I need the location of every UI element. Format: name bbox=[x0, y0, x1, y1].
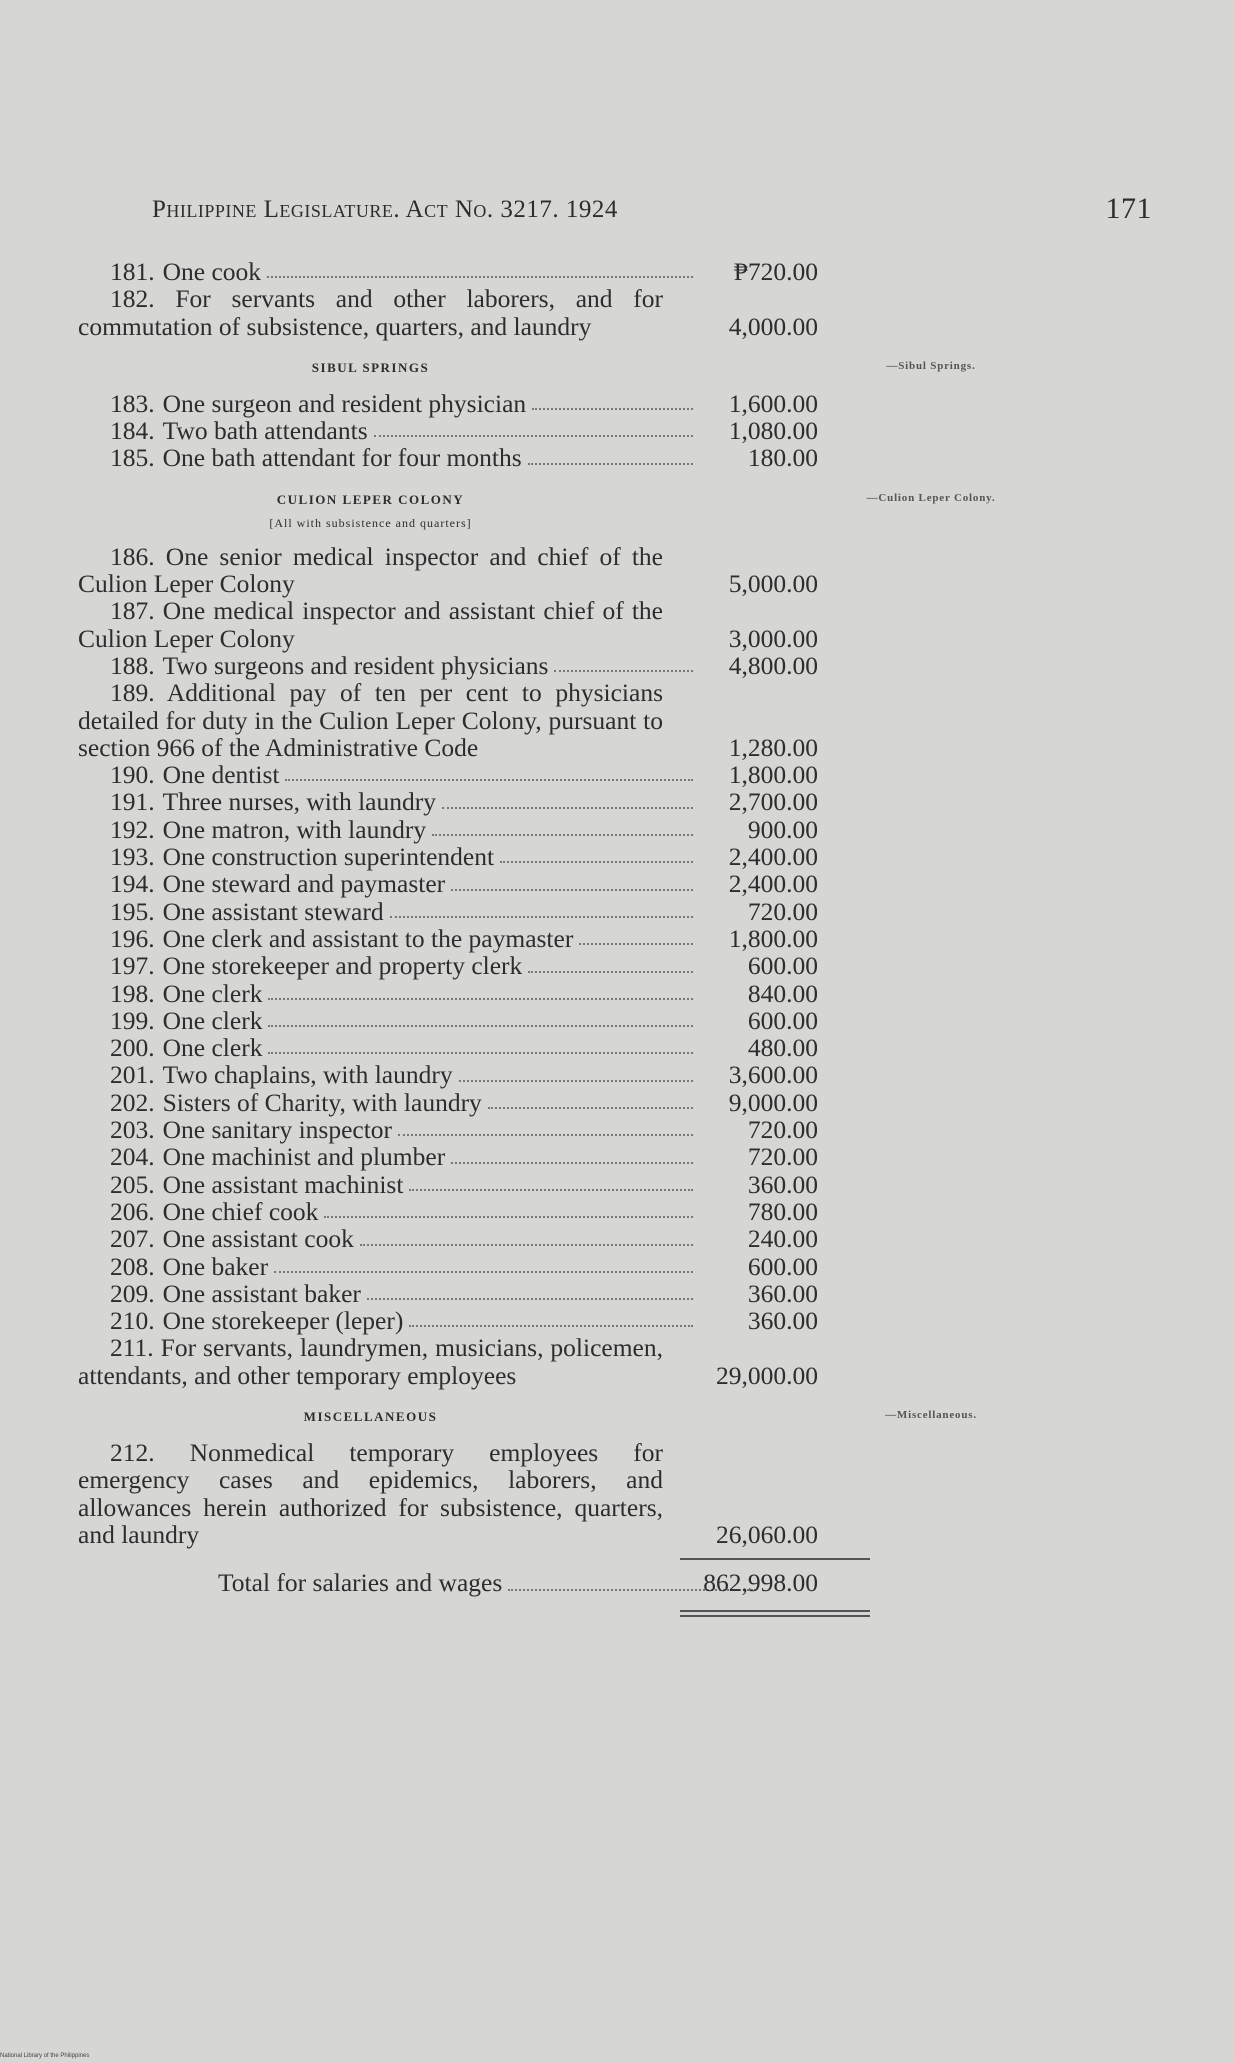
item-text: One assistant machinist bbox=[162, 1169, 404, 1199]
item-text: One clerk bbox=[162, 1033, 263, 1063]
line-item bbox=[78, 258, 858, 285]
line-item bbox=[78, 1089, 858, 1116]
item-number: 203. bbox=[110, 1115, 155, 1145]
item-text: One steward and paymaster bbox=[162, 869, 446, 899]
items-sibul bbox=[78, 390, 878, 472]
section-heading-culion: CULION LEPER COLONY —Culion Leper Colony. bbox=[78, 492, 663, 508]
line-item bbox=[78, 1198, 858, 1225]
leader-dots bbox=[488, 1089, 693, 1109]
line-item bbox=[78, 816, 858, 843]
item-number: 195. bbox=[110, 896, 155, 926]
margin-note-sibul: —Sibul Springs. bbox=[886, 359, 976, 372]
item-amount: 5,000.00 bbox=[728, 569, 818, 599]
item-amount: 1,600.00 bbox=[728, 388, 818, 418]
margin-note-misc: —Miscellaneous. bbox=[885, 1408, 977, 1421]
leader-dots bbox=[274, 1253, 693, 1273]
item-amount: 3,600.00 bbox=[728, 1060, 818, 1090]
item-number: 207. bbox=[110, 1224, 155, 1254]
item-amount: 2,700.00 bbox=[728, 787, 818, 817]
item-text: One assistant cook bbox=[162, 1224, 354, 1254]
line-item bbox=[78, 898, 858, 925]
line-item bbox=[78, 1253, 858, 1280]
line-item bbox=[78, 1007, 858, 1034]
item-amount: 240.00 bbox=[747, 1224, 818, 1254]
item-number: 188. bbox=[110, 650, 155, 680]
leader-dots bbox=[432, 816, 693, 836]
line-item bbox=[78, 417, 858, 444]
leader-dots bbox=[398, 1116, 693, 1136]
item-amount: 1,080.00 bbox=[728, 416, 818, 446]
item-amount: 600.00 bbox=[747, 1251, 818, 1281]
item-text: One clerk bbox=[162, 978, 263, 1008]
item-amount: 4,800.00 bbox=[728, 650, 818, 680]
item-amount: 2,400.00 bbox=[728, 842, 818, 872]
line-item bbox=[78, 788, 858, 815]
line-item bbox=[78, 444, 858, 471]
item-amount: 600.00 bbox=[747, 1005, 818, 1035]
leader-dots bbox=[528, 952, 693, 972]
item-number: 201. bbox=[110, 1060, 155, 1090]
appropriations-list bbox=[78, 257, 996, 1617]
item-text: One sanitary inspector bbox=[162, 1115, 393, 1145]
line-item bbox=[78, 679, 858, 761]
item-text: Two chaplains, with laundry bbox=[162, 1060, 453, 1090]
item-text: One medical inspector and assistant chief of the Culion Leper Colony bbox=[78, 596, 663, 653]
item-amount: 360.00 bbox=[747, 1306, 818, 1336]
item-text: One storekeeper (leper) bbox=[162, 1306, 404, 1336]
item-number: 190. bbox=[110, 760, 155, 790]
leader-dots bbox=[267, 258, 693, 278]
item-number: 210. bbox=[110, 1306, 155, 1336]
leader-dots bbox=[554, 652, 693, 672]
leader-dots bbox=[360, 1225, 693, 1245]
line-item bbox=[78, 925, 858, 952]
item-text: One clerk bbox=[162, 1005, 263, 1035]
section-subheading-culion: [All with subsistence and quarters] bbox=[269, 515, 472, 530]
items-top bbox=[78, 258, 878, 340]
leader-dots bbox=[324, 1198, 693, 1218]
item-number: 185. bbox=[110, 443, 155, 473]
leader-dots bbox=[268, 1007, 693, 1027]
items-misc bbox=[78, 1439, 878, 1548]
item-text: Two surgeons and resident physicians bbox=[162, 650, 549, 680]
item-amount: 180.00 bbox=[747, 443, 818, 473]
leader-dots bbox=[528, 444, 693, 464]
item-text: One matron, with laundry bbox=[162, 814, 427, 844]
leader-dots bbox=[579, 925, 693, 945]
item-number: 194. bbox=[110, 869, 155, 899]
item-text: One assistant baker bbox=[162, 1278, 361, 1308]
item-amount: 2,400.00 bbox=[728, 869, 818, 899]
item-amount: 720.00 bbox=[747, 1142, 818, 1172]
item-text: For servants, laundrymen, musicians, policemen, attendants, and other temporary employees bbox=[78, 1333, 663, 1390]
item-amount: 3,000.00 bbox=[728, 623, 818, 653]
total-label: Total for salaries and wages bbox=[218, 1568, 503, 1598]
item-number: 184. bbox=[110, 416, 155, 446]
line-item bbox=[78, 285, 858, 340]
item-amount: 780.00 bbox=[747, 1196, 818, 1226]
leader-dots bbox=[374, 417, 693, 437]
item-number: 204. bbox=[110, 1142, 155, 1172]
item-number: 205. bbox=[110, 1169, 155, 1199]
item-number: 211. bbox=[110, 1333, 154, 1363]
item-number: 209. bbox=[110, 1278, 155, 1308]
leader-dots bbox=[390, 898, 693, 918]
item-text: Three nurses, with laundry bbox=[162, 787, 436, 817]
item-amount: 9,000.00 bbox=[728, 1087, 818, 1117]
leader-dots bbox=[500, 843, 693, 863]
total-rule bbox=[680, 1558, 870, 1560]
item-text: One machinist and plumber bbox=[162, 1142, 446, 1172]
line-item bbox=[78, 1225, 858, 1252]
line-item bbox=[78, 952, 858, 979]
item-number: 192. bbox=[110, 814, 155, 844]
section-heading-sibul: SIBUL SPRINGS —Sibul Springs. bbox=[78, 360, 663, 376]
item-amount: 900.00 bbox=[747, 814, 818, 844]
item-amount: 26,060.00 bbox=[716, 1519, 818, 1549]
line-item bbox=[78, 980, 858, 1007]
leader-dots bbox=[532, 390, 693, 410]
item-number: 186. bbox=[110, 541, 155, 571]
item-number: 196. bbox=[110, 923, 155, 953]
line-item bbox=[78, 1034, 858, 1061]
item-amount: 1,280.00 bbox=[728, 732, 818, 762]
leader-dots bbox=[451, 870, 693, 890]
item-text: One storekeeper and property clerk bbox=[162, 951, 523, 981]
running-title: Philippine Legislature. Act No. 3217. 1924 bbox=[152, 196, 618, 223]
leader-dots bbox=[442, 788, 693, 808]
item-amount: 1,800.00 bbox=[728, 760, 818, 790]
item-amount: 1,800.00 bbox=[728, 923, 818, 953]
item-text: For servants and other laborers, and for commutation of subsistence, quarters, and laundry bbox=[78, 284, 663, 341]
page-header bbox=[152, 192, 1152, 225]
leader-dots bbox=[367, 1280, 693, 1300]
line-item bbox=[78, 1334, 858, 1389]
line-item bbox=[78, 597, 858, 652]
item-amount: 720.00 bbox=[747, 1115, 818, 1145]
item-text: One cook bbox=[162, 257, 262, 286]
item-text: One baker bbox=[162, 1251, 269, 1281]
item-text: One construction superintendent bbox=[162, 842, 495, 872]
double-rule bbox=[680, 1610, 870, 1617]
line-item bbox=[78, 1280, 858, 1307]
leader-dots bbox=[268, 980, 693, 1000]
line-item bbox=[78, 1143, 858, 1170]
item-number: 208. bbox=[110, 1251, 155, 1281]
item-text: One senior medical inspector and chief of the Culion Leper Colony bbox=[78, 541, 664, 599]
line-item bbox=[78, 390, 858, 417]
margin-note-culion: —Culion Leper Colony. bbox=[866, 491, 996, 504]
total-row bbox=[78, 1568, 858, 1598]
item-text: Sisters of Charity, with laundry bbox=[162, 1087, 482, 1117]
item-number: 197. bbox=[110, 951, 155, 981]
item-text: One assistant steward bbox=[162, 896, 384, 926]
leader-dots bbox=[451, 1143, 693, 1163]
item-number: 198. bbox=[110, 978, 155, 1008]
items-culion bbox=[78, 543, 878, 1389]
page-number: 171 bbox=[1105, 192, 1152, 225]
line-item bbox=[78, 652, 858, 679]
footer-credit: National Library of the Philippines bbox=[0, 2053, 90, 2059]
line-item bbox=[78, 1171, 858, 1198]
item-amount: 29,000.00 bbox=[716, 1360, 818, 1390]
item-amount: 600.00 bbox=[747, 951, 818, 981]
item-text: One bath attendant for four months bbox=[162, 443, 522, 473]
leader-dots bbox=[459, 1061, 693, 1081]
item-number: 212. bbox=[110, 1437, 155, 1467]
item-number: 199. bbox=[110, 1005, 155, 1035]
leader-dots bbox=[409, 1307, 693, 1327]
line-item bbox=[78, 761, 858, 788]
item-text: Nonmedical temporary employees for emergency cases and epidemics, laborers, and allowances herein authorized for subsistence, quarters, and laundry bbox=[78, 1437, 663, 1549]
item-amount: 480.00 bbox=[747, 1033, 818, 1063]
item-number: 200. bbox=[110, 1033, 155, 1063]
item-amount: 840.00 bbox=[747, 978, 818, 1008]
item-text: One dentist bbox=[162, 760, 280, 790]
item-number: 182. bbox=[110, 284, 155, 314]
item-amount: 360.00 bbox=[747, 1169, 818, 1199]
total-amount: 862,998.00 bbox=[703, 1568, 818, 1598]
leader-dots bbox=[409, 1171, 693, 1191]
item-number: 187. bbox=[110, 596, 155, 626]
item-number: 183. bbox=[110, 388, 155, 418]
item-text: One chief cook bbox=[162, 1196, 319, 1226]
line-item bbox=[78, 1116, 858, 1143]
line-item bbox=[78, 1061, 858, 1088]
item-text: Additional pay of ten per cent to physicians detailed for duty in the Culion Leper Colony, pursuant to section 966 of the Administrative Code bbox=[78, 678, 663, 762]
item-amount: ₱720.00 bbox=[733, 257, 818, 286]
item-number: 181. bbox=[110, 257, 155, 286]
item-number: 193. bbox=[110, 842, 155, 872]
line-item bbox=[78, 543, 858, 598]
item-text: One clerk and assistant to the paymaster bbox=[162, 923, 574, 953]
leader-dots bbox=[285, 761, 693, 781]
item-amount: 720.00 bbox=[747, 896, 818, 926]
item-number: 202. bbox=[110, 1087, 155, 1117]
item-text: One surgeon and resident physician bbox=[162, 388, 527, 418]
item-amount: 360.00 bbox=[747, 1278, 818, 1308]
leader-dots bbox=[268, 1034, 693, 1054]
item-number: 189. bbox=[110, 678, 155, 708]
line-item bbox=[78, 1439, 858, 1548]
item-number: 206. bbox=[110, 1196, 155, 1226]
item-number: 191. bbox=[110, 787, 155, 817]
item-text: Two bath attendants bbox=[162, 416, 368, 446]
line-item bbox=[78, 843, 858, 870]
item-amount: 4,000.00 bbox=[728, 311, 818, 341]
section-heading-misc: MISCELLANEOUS —Miscellaneous. bbox=[78, 1409, 663, 1425]
line-item bbox=[78, 1307, 858, 1334]
line-item bbox=[78, 870, 858, 897]
